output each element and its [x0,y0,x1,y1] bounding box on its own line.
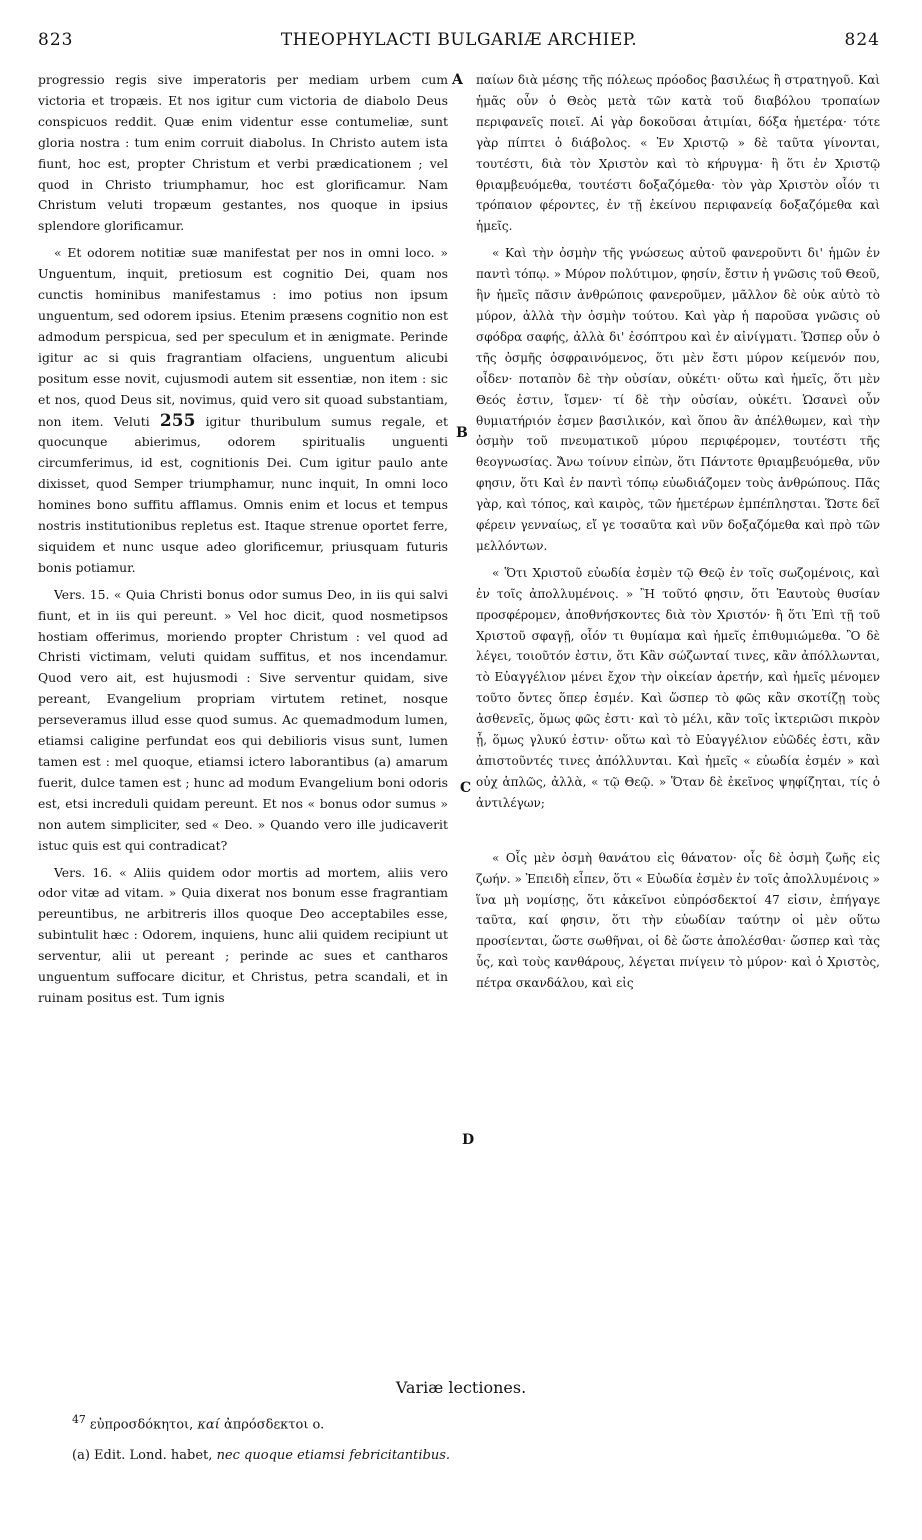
verse-label: Vers. 16. [54,864,113,880]
greek-paragraph: « Καὶ τὴν ὀσμὴν τῆς γνώσεως αὐτοῦ φανεροῦντι δι' ἡμῶν ἐν παντὶ τόπῳ. » Μύρον πολύτιμον, φησίν, ἔστιν ἡ γνῶσις τοῦ Θεοῦ, ἣν ἡμεῖς πᾶσιν ἀνθρώποις φανεροῦμεν, μᾶλλον δὲ οὐκ αὐτὸ τὸ μύρον, ἀλλὰ τὴν ὀσμὴν τούτου. Καὶ γὰρ ἡ παροῦσα γνῶσις οὐ σφόδρα σαφής, ἀλλὰ δι' ἐσόπτρου καὶ ἐν αἰνίγματι. Ὥσπερ οὖν ὁ τῆς ὀσμῆς ὀσφραινόμενος, ὅτι μὲν ἔστι μύρον κείμενόν που, οἶδεν· ποταπὸν δὲ τὴν οὐσίαν, οὐκέτι· οὕτω καὶ ἡμεῖς, ὅτι μὲν Θεός ἐστιν, ἴσμεν· τί δὲ τὴν οὐσίαν, οὐκέτι. Ὡσανεὶ οὖν θυμιατήριόν ἐσμεν βασιλικόν, καὶ ὅπου ἂν ἀπέλθωμεν, καὶ τὴν ὀσμὴν τοῦ πνευματικοῦ μύρου περιφέρομεν, τουτέστι τῆς θεογνωσίας. Ἄνω τοίνυν εἰπὼν, ὅτι Πάντοτε θριαμβευόμεθα, νῦν φησιν, ὅτι Καὶ ἐν παντὶ τόπῳ εὐωδιάζομεν τοὺς ἀνθρώπους. Πᾶς γὰρ, καὶ τόπος, καὶ καιρὸς, τῶν ἡμετέρων ἐμπέπλησται. Ὥστε δεῖ φέρειν γενναίως, εἴ γε τοσαῦτα καὶ νῦν δοξαζόμεθα καὶ πρὸ τῶν μελλόντων. [476,246,880,553]
latin-text: « Aliis quidem odor mortis ad mortem, aliis vero odor vitæ ad vitam. » Quia dixerat nos bonum esse fragrantiam pereuntibus, ne arbitreris illos quoque Deo acceptabiles esse, subintulit hæc : Odorem, inquiens, hunc alii quidem recipiunt ut serventur, alii ut pereant ; perinde ac sues et cantharos unguentum suffocare dicitur, et Christus, petra scandali, et in ruinam positus est. Tum ignis [38,864,448,1005]
margin-marker-b: B [456,425,468,441]
greek-paragraph: « Οἷς μὲν ὀσμὴ θανάτου εἰς θάνατον· οἷς δὲ ὀσμὴ ζωῆς εἰς ζωήν. » Ἐπειδὴ εἶπεν, ὅτι « Εὐωδία ἐσμὲν ἐν τοῖς ἀπολλυμένοις » ἵνα μὴ νομίσῃς, ὅτι κἀκεῖνοι εὐπρόσδεκτοί 47 εἰσιν, ἐπήγαγε ταῦτα, καί φησιν, ὅτι τὴν εὐωδίαν ταύτην οἱ μὲν οὕτω προσίενται, ὥστε σωθῆναι, οἱ δὲ ὥστε ἀπολέσθαι· ὥσπερ καὶ τὰς ὗς, καὶ τοὺς κανθάρους, λέγεται πνίγειν τὸ μύρον· καὶ ὁ Χριστὸς, πέτρα σκανδάλου, καὶ εἰς [476,850,880,991]
latin-paragraph [38,243,448,579]
latin-text: igitur thuribulum sumus regale, et quocunque abierimus, odorem spiritualis unguenti circumferimus, id est, cognitionis Dei. Cum igitur paulo ante dixisset, quod Semper triumphamur, nunc inquit, In omni loco homines bono suffitu afflamus. Omnis enim et locus et tempus nostris institutionibus repletus est. Itaque strenue oportet ferre, siquidem et nunc usque adeo glorificemur, priusquam futuris bonis potiamur. [38,413,448,575]
latin-paragraph [38,863,448,1009]
footnote-label: (a) [72,1448,90,1463]
greek-column [476,70,880,994]
footnote-italic: καί [197,1417,220,1433]
greek-paragraph: παίων διὰ μέσης τῆς πόλεως πρόοδος βασιλέως ἢ στρατηγοῦ. Καὶ ἡμᾶς οὖν ὁ Θεὸς μετὰ τῶν κατὰ τοῦ διαβόλου τροπαίων περιφανεῖς ποιεῖ. Αἱ γὰρ δοκοῦσαι ἀτιμίαι, δόξα ἡμετέρα· τότε γὰρ πίπτει ὁ διάβολος. « Ἐν Χριστῷ » δὲ ταῦτα γίνονται, τουτέστι, διὰ τὸν Χριστὸν καὶ τὸ κήρυγμα· ἢ ὅτι ἐν Χριστῷ θριαμβευόμεθα, τουτέστι δοξαζόμεθα· τὸν γὰρ Χριστὸν οἷόν τι τρόπαιον φέροντες, ἐν τῇ ἐκείνου περιφανείᾳ δοξαζόμεθα καὶ ἡμεῖς. [476,73,880,234]
latin-text: « Quia Christi bonus odor sumus Deo, in iis qui salvi fiunt, et in iis qui pereunt. » Vel hoc dicit, quod nosmetipsos hostiam offerimus, moriendo propter Christum : vel quod ad Christi victimam, veluti quidam suffitus, et nos incendamur. Quod vero ait, est hujusmodi : Sive serventur quidam, sive pereant, Evangelium propriam virtutem retinet, nosque perseveramus illud esse quod sumus. Ac quemadmodum lumen, etiamsi caligine perfundat eos qui debilioris visus sunt, lumen tamen est : mel quoque, etiamsi ictero laborantibus (a) amarum fuerit, dulce tamen est ; hunc ad modum Evangelium boni odoris est, etsi increduli quidam pereunt. Et nos « bonus odor sumus » non autem simpliciter, sed « Deo. » Quando vero ille judicaverit istuc quis est qui contradicat? [38,586,448,853]
footnote-text: Edit. Lond. habet, [94,1448,213,1463]
footnote-text: εὐπροσδόκητοι, [89,1417,194,1433]
footnote-a [72,1446,450,1466]
latin-paragraph [38,585,448,857]
margin-marker-c: C [460,780,472,796]
footnote-47 [72,1410,324,1435]
latin-paragraph: progressio regis sive imperatoris per mediam urbem cum victoria et tropæis. Et nos igitur cum victoria de diabolo Deus conspicuos reddit. Quæ enim videntur esse contumeliæ, sunt gloria nostra : tum enim corruit diabolus. In Christo autem ista fiunt, hoc est, propter Christum et verbi prædicationem ; vel quod in Christo triumphamur, hoc est glorificamur. Nam Christum veluti tropæum gestantes, nos quoque in ipsius splendore glorificamur. [38,72,448,234]
column-number: 255 [159,410,196,431]
margin-marker-d: D [462,1132,475,1148]
verse-label: Vers. 15. [54,586,110,602]
latin-text: « Et odorem notitiæ suæ manifestat per nos in omni loco. » Unguentum, inquit, pretiosum est cognitio Dei, quam nos cunctis hominibus manifestamus : imo potius non ipsum unguentum, sed odorem ipsius. Etenim præsens cognitio non est admodum perspicua, sed per speculum et in ænigmate. Perinde igitur ac si quis fragrantiam olfaciens, unguentum alicubi positum esse novit, cujusmodi autem sit essentiæ, non item : sic et nos, quod Deus sit, novimus, quid vero sit quoad substantiam, non item. Veluti [38,245,448,429]
margin-marker-a: A [452,72,463,88]
greek-paragraph: « Ὅτι Χριστοῦ εὐωδία ἐσμὲν τῷ Θεῷ ἐν τοῖς σωζομένοις, καὶ ἐν τοῖς ἀπολλυμένοις. » Ἢ τοῦτό φησιν, ὅτι Ἑαυτοὺς θυσίαν προσφέρομεν, ἀποθνήσκοντες διὰ τὸν Χριστόν· ἢ ὅτι Ἐπὶ τῇ τοῦ Χριστοῦ σφαγῇ, οἷόν τι θυμίαμα καὶ ἡμεῖς ἐπιθυμιώμεθα. Ὃ δὲ λέγει, τοιοῦτόν ἐστιν, ὅτι Κἂν σώζωνταί τινες, κἂν ἀπόλλωνται, τὸ Εὐαγγέλιον μένει ἔχον τὴν οἰκείαν ἀρετήν, καὶ ἡμεῖς μένομεν τοῦτο ὄντες ὅπερ ἐσμέν. Καὶ ὥσπερ τὸ φῶς κἂν σκοτίζῃ τοὺς ἀσθενεῖς, ὅμως φῶς ἐστι· καὶ τὸ μέλι, κἂν τοῖς ἰκτεριῶσι πικρὸν ᾖ, ὅμως γλυκύ ἐστιν· οὕτω καὶ τὸ Εὐαγγέλιον εὐῶδές ἐστι, κἂν ἀπιστοῦντές τινες ἀπόλλυνται. Καὶ ἡμεῖς « εὐωδία ἐσμέν » καὶ οὐχ ἁπλῶς, ἀλλὰ, « τῷ Θεῷ. » Ὅταν δὲ ἐκεῖνος ψηφίζηται, τίς ὁ ἀντιλέγων; [476,565,880,810]
footnote-number: 47 [72,1413,86,1426]
running-title: THEOPHYLACTI BULGARIÆ ARCHIEP. [280,30,638,50]
footnote-text: ἀπρόσδεκτοι o. [223,1417,325,1433]
latin-column [38,70,448,1009]
page-number-right: 824 [844,30,880,50]
page-header [38,30,880,60]
footnote-italic: nec quoque etiamsi febricitantibus. [216,1448,451,1463]
variant-readings-title: Variæ lectiones. [395,1378,527,1397]
page-number-left: 823 [38,30,74,50]
